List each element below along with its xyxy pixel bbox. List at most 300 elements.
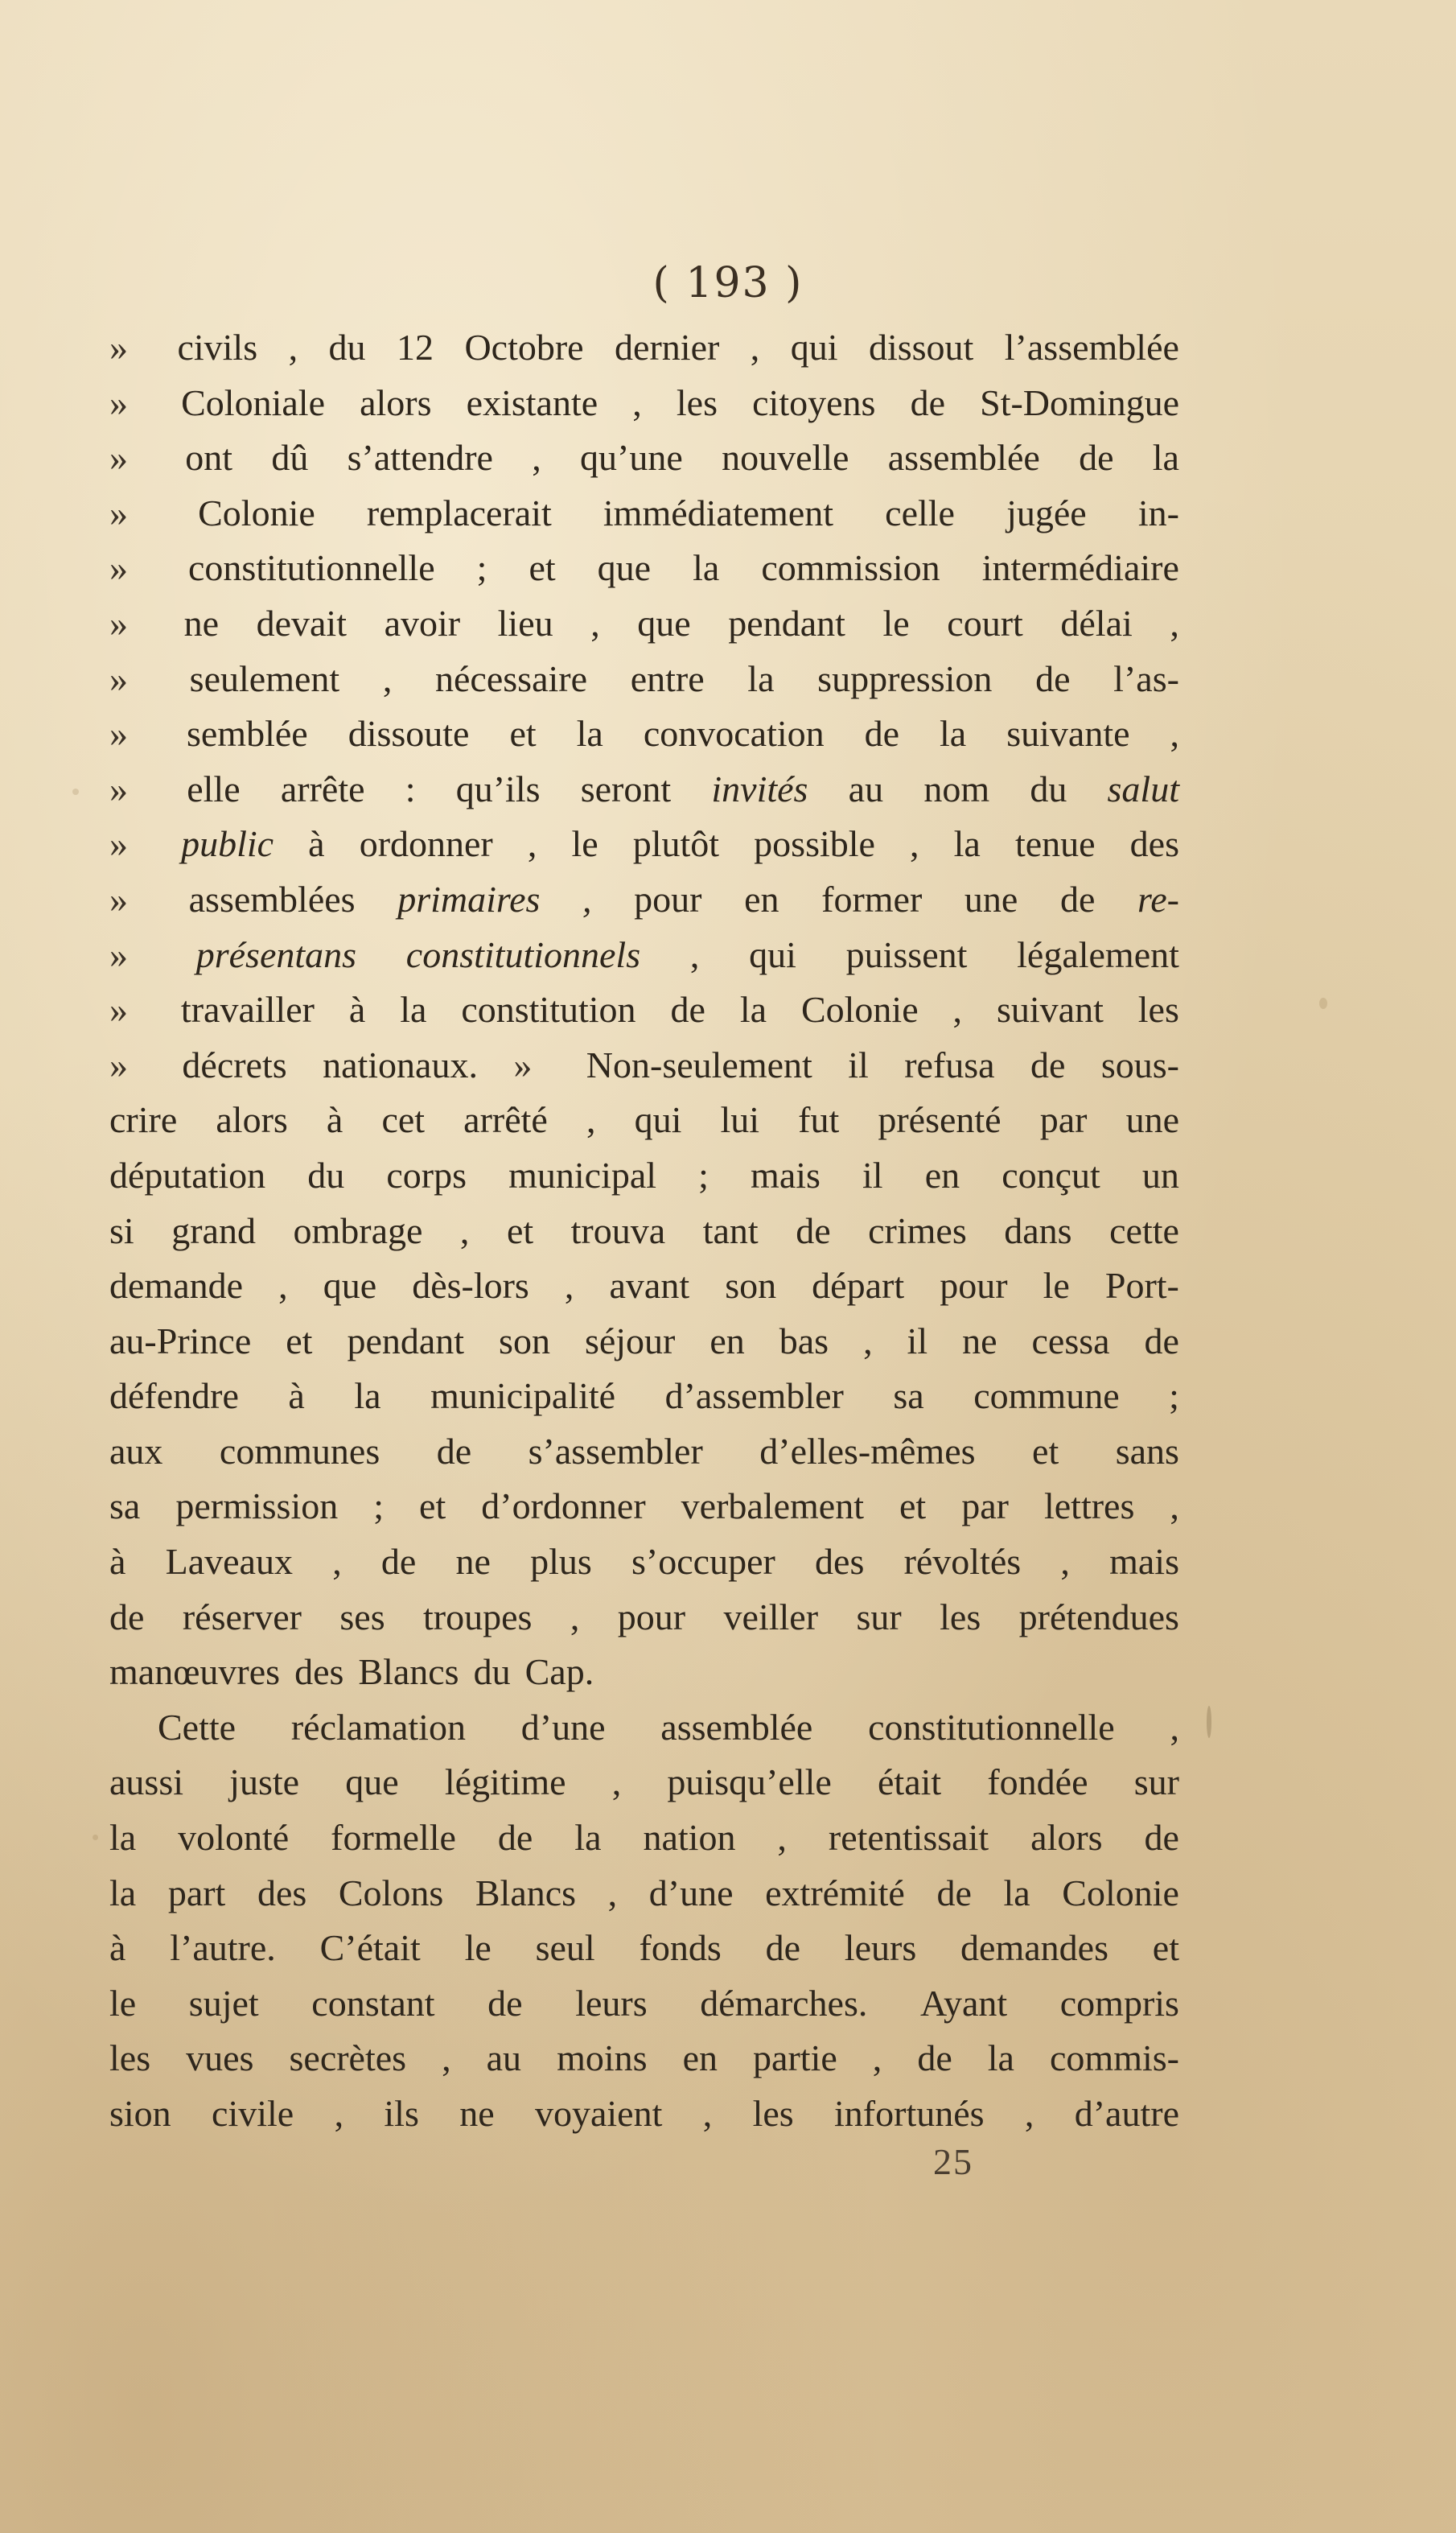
word: délai xyxy=(1060,602,1133,644)
word: députation xyxy=(109,1154,266,1196)
text-line xyxy=(109,1700,1179,1756)
word: la xyxy=(1003,1872,1030,1913)
word: seul xyxy=(535,1927,595,1969)
word: , xyxy=(527,823,537,865)
word: commis- xyxy=(1050,2037,1179,2079)
page-body-text xyxy=(109,320,1179,2142)
word: part xyxy=(167,1872,226,1913)
word: permission xyxy=(175,1485,339,1527)
word: pendant xyxy=(728,602,845,644)
word: immédiatement xyxy=(603,492,834,533)
word: ombrage xyxy=(293,1209,423,1251)
word: la xyxy=(940,713,967,755)
word: , xyxy=(777,1817,787,1859)
word: , xyxy=(278,1265,288,1307)
word: nécessaire xyxy=(435,657,588,699)
word: Blancs xyxy=(358,1651,459,1693)
quotation-mark: » xyxy=(109,933,128,975)
word: des xyxy=(294,1651,344,1693)
word: son xyxy=(499,1320,550,1361)
word: extrémité xyxy=(765,1872,905,1913)
word: , xyxy=(590,602,600,644)
word: d’une xyxy=(648,1872,734,1913)
word: seulement xyxy=(189,657,340,699)
word: leurs xyxy=(575,1982,648,2024)
word: par xyxy=(1039,1099,1088,1141)
word: lui xyxy=(720,1099,760,1141)
word: ne xyxy=(962,1320,997,1361)
text-line xyxy=(109,706,1179,762)
word: à xyxy=(348,989,366,1031)
word: , xyxy=(382,657,393,699)
word: troupes xyxy=(423,1596,533,1637)
word: dès-lors xyxy=(412,1265,529,1307)
word: qui xyxy=(749,933,796,975)
word: sous- xyxy=(1100,1044,1179,1085)
word: cessa xyxy=(1031,1320,1110,1361)
word: , xyxy=(952,989,963,1031)
word: municipal xyxy=(508,1154,657,1196)
word: le xyxy=(882,602,910,644)
word: sa xyxy=(893,1375,924,1417)
word: fondée xyxy=(987,1761,1088,1803)
word: assemblée xyxy=(660,1706,813,1748)
word: l’as- xyxy=(1113,657,1179,699)
word: de xyxy=(1035,657,1071,699)
word: la xyxy=(747,657,775,699)
word: suivant xyxy=(996,989,1104,1031)
word: fonds xyxy=(639,1927,722,1969)
word: d’ordonner xyxy=(481,1485,646,1527)
word: Ayant xyxy=(919,1982,1008,2024)
text-line xyxy=(109,320,1179,376)
word: le xyxy=(109,1982,137,2024)
word: la xyxy=(354,1375,381,1417)
word: , xyxy=(564,1265,574,1307)
text-line xyxy=(109,1148,1179,1204)
word: et xyxy=(529,547,556,589)
word: juste xyxy=(229,1761,300,1803)
word: pour xyxy=(617,1596,686,1637)
word: jugée xyxy=(1006,492,1087,533)
word: à xyxy=(288,1375,305,1417)
word: suivante xyxy=(1006,713,1130,755)
word: travailler xyxy=(180,989,315,1031)
word: et xyxy=(506,1209,534,1251)
word: constant xyxy=(311,1982,435,2024)
word: dû xyxy=(271,437,309,479)
word: l’assemblée xyxy=(1004,327,1179,368)
word: citoyens xyxy=(752,381,876,423)
word: pour xyxy=(940,1265,1008,1307)
text-line xyxy=(109,928,1179,983)
word: Octobre xyxy=(464,327,584,368)
word: constitution xyxy=(461,989,636,1031)
word: s’attendre xyxy=(347,437,493,479)
word: , xyxy=(288,327,298,368)
word: , xyxy=(586,1099,596,1141)
word: s’occuper xyxy=(631,1541,775,1583)
word: , xyxy=(1170,602,1179,644)
word: trouva xyxy=(570,1209,666,1251)
word: salut xyxy=(1107,768,1179,809)
word: que xyxy=(597,547,652,589)
word: avoir xyxy=(384,602,461,644)
word: , xyxy=(611,1761,622,1803)
word: arrête xyxy=(280,768,365,809)
word: , xyxy=(459,1209,470,1251)
word: la xyxy=(693,547,720,589)
word: les xyxy=(940,1596,981,1637)
text-line xyxy=(109,1976,1179,2032)
word: à xyxy=(326,1099,343,1141)
word: au xyxy=(486,2037,522,2079)
word: qui xyxy=(790,327,838,368)
word: qui xyxy=(634,1099,682,1141)
word: il xyxy=(862,1154,883,1196)
word: communes xyxy=(219,1430,380,1472)
word: ses xyxy=(339,1596,385,1637)
word: de xyxy=(796,1209,831,1251)
word: possible xyxy=(754,823,875,865)
word: de xyxy=(864,713,900,755)
word: lettres xyxy=(1043,1485,1135,1527)
text-line xyxy=(109,1258,1179,1314)
quotation-mark: » xyxy=(513,1044,533,1085)
text-line xyxy=(109,1590,1179,1645)
word: C’était xyxy=(319,1927,421,1969)
word: commune xyxy=(973,1375,1120,1417)
word: en xyxy=(924,1154,960,1196)
word: sion xyxy=(109,2093,171,2134)
word: de xyxy=(765,1927,800,1969)
word: constitutionnels xyxy=(405,933,641,975)
word: qu’ils xyxy=(455,768,541,809)
word: les xyxy=(109,2037,151,2079)
word: 12 xyxy=(396,327,434,368)
word: réserver xyxy=(182,1596,302,1637)
word: , xyxy=(332,1541,342,1583)
word: , xyxy=(702,2093,713,2134)
text-line xyxy=(109,1369,1179,1424)
text-line xyxy=(109,982,1179,1038)
word: était xyxy=(878,1761,942,1803)
word: alors xyxy=(360,381,432,423)
word: les xyxy=(1137,989,1179,1031)
paper-stain xyxy=(1319,998,1327,1009)
word: et xyxy=(286,1320,313,1361)
word: mais xyxy=(751,1154,821,1196)
word: il xyxy=(848,1044,869,1085)
word: leurs xyxy=(844,1927,917,1969)
word: au xyxy=(848,768,884,809)
word: corps xyxy=(386,1154,467,1196)
word: Laveaux xyxy=(165,1541,293,1583)
word: re- xyxy=(1137,878,1179,920)
word: la xyxy=(576,713,603,755)
word: d’une xyxy=(520,1706,606,1748)
quotation-mark: » xyxy=(109,327,128,368)
text-line xyxy=(109,1204,1179,1259)
word: refusa xyxy=(904,1044,995,1085)
word: ; xyxy=(476,547,487,589)
word: s’assembler xyxy=(528,1430,703,1472)
word: partie xyxy=(753,2037,837,2079)
paper-stain xyxy=(72,789,79,795)
text-line xyxy=(109,1479,1179,1534)
word: la xyxy=(953,823,981,865)
text-line xyxy=(109,430,1179,486)
word: puisqu’elle xyxy=(667,1761,832,1803)
word: et xyxy=(419,1485,446,1527)
text-line xyxy=(109,817,1179,872)
word: du xyxy=(1030,768,1067,809)
word: entre xyxy=(630,657,705,699)
word: convocation xyxy=(643,713,825,755)
word: la xyxy=(739,989,767,1031)
word: public xyxy=(181,823,274,865)
word: St-Domingue xyxy=(980,381,1179,423)
word: l’autre. xyxy=(170,1927,276,1969)
word: la xyxy=(574,1817,602,1859)
word: grand xyxy=(171,1209,256,1251)
paper-stain xyxy=(93,1835,98,1840)
word: moins xyxy=(557,2037,648,2079)
word: existante xyxy=(466,381,598,423)
word: constitutionnelle xyxy=(188,547,435,589)
word: nation xyxy=(643,1817,736,1859)
word: des xyxy=(815,1541,865,1583)
word: réclamation xyxy=(290,1706,466,1748)
word: , xyxy=(334,2093,344,2134)
word: intermédiaire xyxy=(981,547,1179,589)
text-line xyxy=(109,596,1179,652)
text-line xyxy=(109,486,1179,542)
word: , xyxy=(863,1320,873,1361)
word: voyaient xyxy=(534,2093,663,2134)
word: , xyxy=(689,933,700,975)
word: ont xyxy=(185,437,233,479)
word: légalement xyxy=(1017,933,1179,975)
word: des xyxy=(257,1872,307,1913)
quotation-mark: » xyxy=(109,437,128,479)
word: il xyxy=(907,1320,928,1361)
word: civile xyxy=(212,2093,294,2134)
word: son xyxy=(725,1265,777,1307)
word: ; xyxy=(698,1154,709,1196)
word: Colons xyxy=(338,1872,444,1913)
word: sujet xyxy=(188,1982,259,2024)
word: une xyxy=(964,878,1018,920)
word: , xyxy=(1170,713,1179,755)
quotation-mark: » xyxy=(109,657,128,699)
word: alors xyxy=(1030,1817,1103,1859)
word: nationaux. xyxy=(323,1044,478,1085)
word: la xyxy=(1152,437,1179,479)
word: , xyxy=(442,2037,451,2079)
word: , xyxy=(750,327,760,368)
word: la xyxy=(109,1817,137,1859)
word: semblée xyxy=(186,713,308,755)
word: aussi xyxy=(109,1761,183,1803)
word: conçut xyxy=(1002,1154,1100,1196)
text-line xyxy=(109,762,1179,818)
word: Cette xyxy=(158,1706,236,1748)
word: et xyxy=(1152,1927,1179,1969)
word: alors xyxy=(216,1099,288,1141)
paper-stain xyxy=(1207,1706,1211,1738)
word: qu’une xyxy=(580,437,683,479)
quotation-mark: » xyxy=(109,713,128,755)
text-line xyxy=(109,872,1179,928)
text-line xyxy=(109,652,1179,707)
word: et xyxy=(1032,1430,1059,1472)
text-line xyxy=(109,1093,1179,1148)
word: d’assembler xyxy=(664,1375,844,1417)
word: , xyxy=(1170,1485,1179,1527)
word: dernier xyxy=(615,327,720,368)
word: crimes xyxy=(868,1209,967,1251)
word: ne xyxy=(183,602,219,644)
word: de xyxy=(1144,1320,1179,1361)
word: infortunés xyxy=(834,2093,985,2134)
word: de xyxy=(436,1430,472,1472)
word: , xyxy=(872,2037,882,2079)
word: , xyxy=(582,878,592,920)
word: dans xyxy=(1004,1209,1072,1251)
word: décrets xyxy=(182,1044,287,1085)
word: de xyxy=(1079,437,1114,479)
word: démarches. xyxy=(700,1982,868,2024)
word: un xyxy=(1141,1154,1179,1196)
text-line xyxy=(109,1314,1179,1369)
word: puissent xyxy=(845,933,968,975)
word: de xyxy=(487,1982,523,2024)
word: arrêté xyxy=(463,1099,548,1141)
word: Non-seulement xyxy=(586,1044,812,1085)
word: ils xyxy=(384,2093,419,2134)
word: demande xyxy=(109,1265,244,1307)
word: en xyxy=(682,2037,718,2079)
word: formelle xyxy=(331,1817,456,1859)
word: celle xyxy=(885,492,955,533)
text-line xyxy=(109,1645,1179,1700)
word: assemblée xyxy=(887,437,1040,479)
word: cet xyxy=(381,1099,426,1141)
text-line xyxy=(109,541,1179,596)
word: cette xyxy=(1109,1209,1179,1251)
quotation-mark: » xyxy=(109,381,128,423)
word: avant xyxy=(609,1265,690,1307)
word: primaires xyxy=(397,878,541,920)
word: ; xyxy=(1169,1375,1179,1417)
word: , xyxy=(1170,1706,1179,1748)
word: la xyxy=(109,1872,137,1913)
word: dissoute xyxy=(348,713,470,755)
word: elle xyxy=(187,768,241,809)
word: à xyxy=(109,1541,126,1583)
word: suppression xyxy=(817,657,993,699)
word: la xyxy=(400,989,427,1031)
word: au-Prince xyxy=(109,1320,252,1361)
word: présentans xyxy=(195,933,357,975)
word: prétendues xyxy=(1018,1596,1179,1637)
word: compris xyxy=(1059,1982,1179,2024)
text-line xyxy=(109,376,1179,431)
word: dissout xyxy=(868,327,974,368)
quotation-mark: » xyxy=(109,547,128,589)
word: des xyxy=(1129,823,1179,865)
text-line xyxy=(109,1866,1179,1921)
word: du xyxy=(307,1154,345,1196)
word: le xyxy=(464,1927,492,1969)
word: de xyxy=(380,1541,417,1583)
word: ne xyxy=(455,1541,491,1583)
quotation-mark: » xyxy=(109,878,128,920)
word: plus xyxy=(530,1541,592,1583)
word: sa xyxy=(109,1485,141,1527)
word: et xyxy=(899,1485,927,1527)
word: tenue xyxy=(1014,823,1096,865)
quotation-mark: » xyxy=(109,492,128,533)
word: court xyxy=(947,602,1023,644)
word: volonté xyxy=(178,1817,290,1859)
word: séjour xyxy=(584,1320,676,1361)
word: et xyxy=(509,713,537,755)
word: secrètes xyxy=(289,2037,407,2079)
word: Port- xyxy=(1104,1265,1179,1307)
word: , xyxy=(632,381,642,423)
word: veiller xyxy=(723,1596,819,1637)
word: devait xyxy=(256,602,347,644)
word: départ xyxy=(812,1265,905,1307)
word: d’autre xyxy=(1074,2093,1179,2134)
word: de xyxy=(910,381,945,423)
word: assemblées xyxy=(188,878,356,920)
word: Blancs xyxy=(475,1872,577,1913)
word: pendant xyxy=(347,1320,465,1361)
word: à xyxy=(308,823,325,865)
word: : xyxy=(405,768,416,809)
word: lieu xyxy=(497,602,553,644)
word: en xyxy=(744,878,779,920)
word: sans xyxy=(1115,1430,1179,1472)
word: fut xyxy=(798,1099,840,1141)
word: sur xyxy=(1133,1761,1179,1803)
word: présenté xyxy=(878,1099,1002,1141)
word: légitime xyxy=(444,1761,566,1803)
word: en xyxy=(709,1320,745,1361)
word: que xyxy=(637,602,691,644)
word: Colonie xyxy=(1062,1872,1179,1913)
word: constitutionnelle xyxy=(868,1706,1115,1748)
word: crire xyxy=(109,1099,178,1141)
word: de xyxy=(1030,1044,1066,1085)
text-line xyxy=(109,1810,1179,1866)
word: le xyxy=(1043,1265,1070,1307)
word: que xyxy=(323,1265,377,1307)
signature-mark: 25 xyxy=(933,2141,973,2182)
quotation-mark: » xyxy=(109,602,128,644)
word: vues xyxy=(186,2037,254,2079)
page-number: ( 193 ) xyxy=(652,259,804,307)
word: d’elles-mêmes xyxy=(759,1430,976,1472)
word: Cap. xyxy=(524,1651,594,1693)
quotation-mark: » xyxy=(109,989,128,1031)
word: verbalement xyxy=(681,1485,864,1527)
word: la xyxy=(987,2037,1014,2079)
text-line xyxy=(109,1038,1179,1094)
